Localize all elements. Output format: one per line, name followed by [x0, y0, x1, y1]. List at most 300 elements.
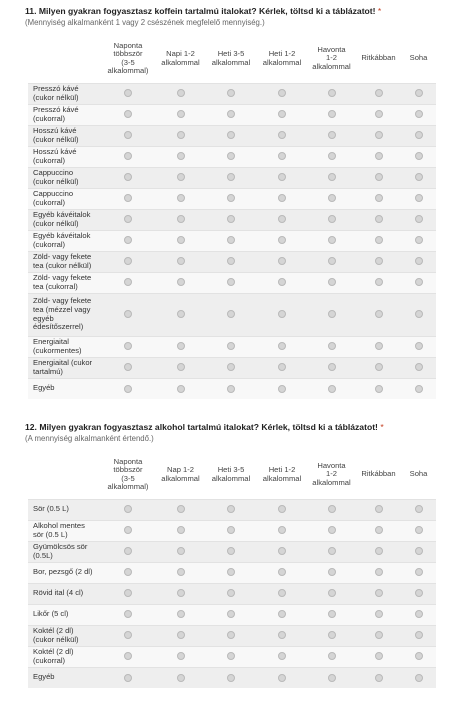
- radio-cell[interactable]: [156, 146, 205, 167]
- radio-cell[interactable]: [356, 520, 401, 541]
- radio-cell[interactable]: [100, 272, 156, 293]
- radio-cell[interactable]: [257, 251, 307, 272]
- radio-cell[interactable]: [356, 336, 401, 357]
- radio-cell[interactable]: [257, 104, 307, 125]
- radio-cell[interactable]: [257, 209, 307, 230]
- radio-button[interactable]: [328, 674, 336, 682]
- radio-cell[interactable]: [307, 646, 356, 667]
- radio-button[interactable]: [278, 89, 286, 97]
- radio-cell[interactable]: [100, 667, 156, 688]
- radio-button[interactable]: [227, 589, 235, 597]
- radio-button[interactable]: [278, 152, 286, 160]
- radio-button[interactable]: [124, 363, 132, 371]
- radio-cell[interactable]: [307, 667, 356, 688]
- radio-button[interactable]: [278, 547, 286, 555]
- radio-button[interactable]: [227, 173, 235, 181]
- radio-button[interactable]: [375, 589, 383, 597]
- radio-cell[interactable]: [401, 209, 436, 230]
- radio-cell[interactable]: [257, 230, 307, 251]
- radio-button[interactable]: [278, 674, 286, 682]
- radio-button[interactable]: [124, 526, 132, 534]
- radio-cell[interactable]: [205, 146, 257, 167]
- radio-cell[interactable]: [156, 357, 205, 378]
- radio-button[interactable]: [375, 505, 383, 513]
- radio-button[interactable]: [177, 236, 185, 244]
- radio-cell[interactable]: [307, 583, 356, 604]
- radio-cell[interactable]: [401, 251, 436, 272]
- radio-cell[interactable]: [307, 541, 356, 562]
- radio-button[interactable]: [227, 547, 235, 555]
- radio-cell[interactable]: [205, 230, 257, 251]
- radio-cell[interactable]: [100, 604, 156, 625]
- radio-button[interactable]: [375, 131, 383, 139]
- radio-button[interactable]: [227, 652, 235, 660]
- radio-cell[interactable]: [156, 604, 205, 625]
- radio-cell[interactable]: [356, 646, 401, 667]
- radio-cell[interactable]: [205, 646, 257, 667]
- radio-cell[interactable]: [156, 336, 205, 357]
- radio-cell[interactable]: [100, 167, 156, 188]
- radio-button[interactable]: [328, 385, 336, 393]
- radio-button[interactable]: [278, 257, 286, 265]
- radio-cell[interactable]: [205, 209, 257, 230]
- radio-cell[interactable]: [257, 625, 307, 646]
- radio-button[interactable]: [328, 278, 336, 286]
- radio-cell[interactable]: [401, 357, 436, 378]
- radio-button[interactable]: [124, 152, 132, 160]
- radio-button[interactable]: [278, 110, 286, 118]
- radio-cell[interactable]: [356, 378, 401, 399]
- radio-cell[interactable]: [156, 167, 205, 188]
- radio-button[interactable]: [415, 110, 423, 118]
- radio-cell[interactable]: [156, 209, 205, 230]
- radio-cell[interactable]: [401, 520, 436, 541]
- radio-button[interactable]: [328, 110, 336, 118]
- radio-button[interactable]: [278, 215, 286, 223]
- radio-button[interactable]: [177, 152, 185, 160]
- radio-button[interactable]: [375, 547, 383, 555]
- radio-cell[interactable]: [257, 125, 307, 146]
- radio-button[interactable]: [177, 89, 185, 97]
- radio-cell[interactable]: [257, 583, 307, 604]
- radio-cell[interactable]: [356, 541, 401, 562]
- radio-button[interactable]: [415, 257, 423, 265]
- radio-cell[interactable]: [257, 167, 307, 188]
- radio-button[interactable]: [227, 631, 235, 639]
- radio-button[interactable]: [278, 131, 286, 139]
- radio-button[interactable]: [328, 131, 336, 139]
- radio-cell[interactable]: [307, 336, 356, 357]
- radio-button[interactable]: [124, 652, 132, 660]
- radio-cell[interactable]: [100, 188, 156, 209]
- radio-cell[interactable]: [156, 251, 205, 272]
- radio-cell[interactable]: [100, 378, 156, 399]
- radio-cell[interactable]: [100, 357, 156, 378]
- radio-button[interactable]: [227, 568, 235, 576]
- radio-button[interactable]: [227, 385, 235, 393]
- radio-button[interactable]: [177, 310, 185, 318]
- radio-button[interactable]: [415, 526, 423, 534]
- radio-button[interactable]: [124, 631, 132, 639]
- radio-button[interactable]: [124, 89, 132, 97]
- radio-button[interactable]: [177, 278, 185, 286]
- radio-cell[interactable]: [257, 541, 307, 562]
- radio-button[interactable]: [177, 547, 185, 555]
- radio-cell[interactable]: [257, 357, 307, 378]
- radio-cell[interactable]: [257, 646, 307, 667]
- radio-cell[interactable]: [401, 293, 436, 336]
- radio-button[interactable]: [278, 236, 286, 244]
- radio-button[interactable]: [227, 526, 235, 534]
- radio-button[interactable]: [124, 194, 132, 202]
- radio-cell[interactable]: [205, 272, 257, 293]
- radio-button[interactable]: [278, 173, 286, 181]
- radio-cell[interactable]: [356, 146, 401, 167]
- radio-button[interactable]: [227, 257, 235, 265]
- radio-cell[interactable]: [401, 583, 436, 604]
- radio-button[interactable]: [375, 236, 383, 244]
- radio-cell[interactable]: [307, 167, 356, 188]
- radio-button[interactable]: [375, 610, 383, 618]
- radio-cell[interactable]: [307, 230, 356, 251]
- radio-cell[interactable]: [100, 125, 156, 146]
- radio-cell[interactable]: [356, 104, 401, 125]
- radio-button[interactable]: [227, 152, 235, 160]
- radio-cell[interactable]: [156, 520, 205, 541]
- radio-cell[interactable]: [100, 104, 156, 125]
- radio-button[interactable]: [177, 173, 185, 181]
- radio-cell[interactable]: [356, 562, 401, 583]
- radio-button[interactable]: [278, 505, 286, 513]
- radio-cell[interactable]: [205, 583, 257, 604]
- radio-cell[interactable]: [156, 562, 205, 583]
- radio-cell[interactable]: [307, 272, 356, 293]
- radio-cell[interactable]: [401, 125, 436, 146]
- radio-button[interactable]: [328, 342, 336, 350]
- radio-button[interactable]: [328, 610, 336, 618]
- radio-cell[interactable]: [156, 378, 205, 399]
- radio-cell[interactable]: [356, 251, 401, 272]
- radio-button[interactable]: [124, 215, 132, 223]
- radio-button[interactable]: [227, 310, 235, 318]
- radio-cell[interactable]: [205, 520, 257, 541]
- radio-cell[interactable]: [401, 146, 436, 167]
- radio-cell[interactable]: [401, 336, 436, 357]
- radio-button[interactable]: [124, 385, 132, 393]
- radio-cell[interactable]: [401, 562, 436, 583]
- radio-button[interactable]: [278, 589, 286, 597]
- radio-cell[interactable]: [100, 541, 156, 562]
- radio-cell[interactable]: [401, 83, 436, 104]
- radio-cell[interactable]: [205, 293, 257, 336]
- radio-button[interactable]: [124, 278, 132, 286]
- radio-cell[interactable]: [156, 293, 205, 336]
- radio-button[interactable]: [328, 505, 336, 513]
- radio-cell[interactable]: [156, 125, 205, 146]
- radio-cell[interactable]: [307, 104, 356, 125]
- radio-cell[interactable]: [205, 667, 257, 688]
- radio-cell[interactable]: [307, 499, 356, 520]
- radio-cell[interactable]: [100, 209, 156, 230]
- radio-cell[interactable]: [401, 541, 436, 562]
- radio-button[interactable]: [124, 674, 132, 682]
- radio-button[interactable]: [415, 278, 423, 286]
- radio-button[interactable]: [227, 110, 235, 118]
- radio-cell[interactable]: [257, 336, 307, 357]
- radio-cell[interactable]: [307, 562, 356, 583]
- radio-button[interactable]: [328, 631, 336, 639]
- radio-cell[interactable]: [156, 541, 205, 562]
- radio-cell[interactable]: [307, 251, 356, 272]
- radio-button[interactable]: [375, 526, 383, 534]
- radio-button[interactable]: [328, 215, 336, 223]
- radio-cell[interactable]: [257, 293, 307, 336]
- radio-button[interactable]: [177, 215, 185, 223]
- radio-cell[interactable]: [307, 604, 356, 625]
- radio-cell[interactable]: [205, 357, 257, 378]
- radio-cell[interactable]: [100, 583, 156, 604]
- radio-cell[interactable]: [257, 499, 307, 520]
- radio-button[interactable]: [227, 278, 235, 286]
- radio-button[interactable]: [124, 173, 132, 181]
- radio-button[interactable]: [177, 131, 185, 139]
- radio-button[interactable]: [415, 173, 423, 181]
- radio-cell[interactable]: [205, 336, 257, 357]
- radio-button[interactable]: [415, 152, 423, 160]
- radio-button[interactable]: [415, 547, 423, 555]
- radio-cell[interactable]: [100, 83, 156, 104]
- radio-cell[interactable]: [100, 230, 156, 251]
- radio-button[interactable]: [375, 215, 383, 223]
- radio-button[interactable]: [278, 363, 286, 371]
- radio-cell[interactable]: [156, 188, 205, 209]
- radio-button[interactable]: [278, 526, 286, 534]
- radio-cell[interactable]: [156, 104, 205, 125]
- radio-cell[interactable]: [307, 293, 356, 336]
- radio-button[interactable]: [124, 110, 132, 118]
- radio-button[interactable]: [415, 342, 423, 350]
- radio-button[interactable]: [415, 363, 423, 371]
- radio-button[interactable]: [227, 215, 235, 223]
- radio-cell[interactable]: [401, 104, 436, 125]
- radio-cell[interactable]: [100, 293, 156, 336]
- radio-cell[interactable]: [205, 83, 257, 104]
- radio-button[interactable]: [124, 257, 132, 265]
- radio-button[interactable]: [177, 342, 185, 350]
- radio-button[interactable]: [415, 131, 423, 139]
- radio-cell[interactable]: [356, 625, 401, 646]
- radio-cell[interactable]: [100, 336, 156, 357]
- radio-button[interactable]: [227, 505, 235, 513]
- radio-button[interactable]: [124, 342, 132, 350]
- radio-cell[interactable]: [356, 272, 401, 293]
- radio-cell[interactable]: [356, 167, 401, 188]
- radio-button[interactable]: [278, 610, 286, 618]
- radio-cell[interactable]: [307, 83, 356, 104]
- radio-button[interactable]: [375, 652, 383, 660]
- radio-cell[interactable]: [356, 604, 401, 625]
- radio-cell[interactable]: [156, 583, 205, 604]
- radio-button[interactable]: [415, 385, 423, 393]
- radio-cell[interactable]: [205, 378, 257, 399]
- radio-cell[interactable]: [156, 272, 205, 293]
- radio-cell[interactable]: [257, 146, 307, 167]
- radio-cell[interactable]: [307, 357, 356, 378]
- radio-button[interactable]: [227, 674, 235, 682]
- radio-button[interactable]: [177, 526, 185, 534]
- radio-cell[interactable]: [257, 667, 307, 688]
- radio-cell[interactable]: [205, 625, 257, 646]
- radio-button[interactable]: [124, 310, 132, 318]
- radio-button[interactable]: [375, 89, 383, 97]
- radio-cell[interactable]: [356, 230, 401, 251]
- radio-cell[interactable]: [356, 125, 401, 146]
- radio-button[interactable]: [227, 236, 235, 244]
- radio-cell[interactable]: [100, 520, 156, 541]
- radio-button[interactable]: [278, 385, 286, 393]
- radio-button[interactable]: [375, 110, 383, 118]
- radio-button[interactable]: [124, 547, 132, 555]
- radio-cell[interactable]: [257, 562, 307, 583]
- radio-button[interactable]: [328, 547, 336, 555]
- radio-cell[interactable]: [401, 625, 436, 646]
- radio-cell[interactable]: [257, 378, 307, 399]
- radio-cell[interactable]: [401, 188, 436, 209]
- radio-cell[interactable]: [401, 230, 436, 251]
- radio-cell[interactable]: [257, 272, 307, 293]
- radio-button[interactable]: [227, 131, 235, 139]
- radio-cell[interactable]: [257, 520, 307, 541]
- radio-button[interactable]: [278, 568, 286, 576]
- radio-cell[interactable]: [156, 499, 205, 520]
- radio-cell[interactable]: [307, 520, 356, 541]
- radio-button[interactable]: [177, 631, 185, 639]
- radio-button[interactable]: [177, 194, 185, 202]
- radio-cell[interactable]: [205, 104, 257, 125]
- radio-button[interactable]: [375, 631, 383, 639]
- radio-cell[interactable]: [100, 562, 156, 583]
- radio-button[interactable]: [328, 89, 336, 97]
- radio-cell[interactable]: [356, 583, 401, 604]
- radio-button[interactable]: [415, 568, 423, 576]
- radio-cell[interactable]: [257, 83, 307, 104]
- radio-cell[interactable]: [156, 646, 205, 667]
- radio-cell[interactable]: [205, 167, 257, 188]
- radio-button[interactable]: [177, 674, 185, 682]
- radio-cell[interactable]: [156, 667, 205, 688]
- radio-cell[interactable]: [307, 625, 356, 646]
- radio-button[interactable]: [415, 652, 423, 660]
- radio-cell[interactable]: [307, 146, 356, 167]
- radio-cell[interactable]: [100, 625, 156, 646]
- radio-button[interactable]: [124, 610, 132, 618]
- radio-button[interactable]: [415, 215, 423, 223]
- radio-button[interactable]: [227, 610, 235, 618]
- radio-cell[interactable]: [100, 646, 156, 667]
- radio-cell[interactable]: [356, 667, 401, 688]
- radio-cell[interactable]: [205, 604, 257, 625]
- radio-button[interactable]: [177, 110, 185, 118]
- radio-cell[interactable]: [100, 251, 156, 272]
- radio-cell[interactable]: [401, 646, 436, 667]
- radio-cell[interactable]: [205, 562, 257, 583]
- radio-button[interactable]: [415, 610, 423, 618]
- radio-button[interactable]: [415, 310, 423, 318]
- radio-cell[interactable]: [205, 541, 257, 562]
- radio-button[interactable]: [328, 310, 336, 318]
- radio-cell[interactable]: [356, 188, 401, 209]
- radio-button[interactable]: [415, 236, 423, 244]
- radio-button[interactable]: [177, 257, 185, 265]
- radio-button[interactable]: [375, 363, 383, 371]
- radio-button[interactable]: [328, 526, 336, 534]
- radio-cell[interactable]: [205, 188, 257, 209]
- radio-button[interactable]: [278, 310, 286, 318]
- radio-button[interactable]: [375, 152, 383, 160]
- radio-button[interactable]: [415, 631, 423, 639]
- radio-cell[interactable]: [401, 272, 436, 293]
- radio-button[interactable]: [124, 568, 132, 576]
- radio-button[interactable]: [227, 363, 235, 371]
- radio-button[interactable]: [278, 194, 286, 202]
- radio-cell[interactable]: [257, 604, 307, 625]
- radio-cell[interactable]: [356, 293, 401, 336]
- radio-button[interactable]: [415, 89, 423, 97]
- radio-cell[interactable]: [100, 146, 156, 167]
- radio-cell[interactable]: [307, 125, 356, 146]
- radio-button[interactable]: [328, 568, 336, 576]
- radio-cell[interactable]: [307, 209, 356, 230]
- radio-button[interactable]: [375, 568, 383, 576]
- radio-button[interactable]: [375, 310, 383, 318]
- radio-button[interactable]: [328, 257, 336, 265]
- radio-button[interactable]: [415, 674, 423, 682]
- radio-button[interactable]: [124, 589, 132, 597]
- radio-cell[interactable]: [356, 499, 401, 520]
- radio-button[interactable]: [177, 568, 185, 576]
- radio-button[interactable]: [375, 385, 383, 393]
- radio-cell[interactable]: [205, 499, 257, 520]
- radio-cell[interactable]: [100, 499, 156, 520]
- radio-button[interactable]: [124, 505, 132, 513]
- radio-button[interactable]: [278, 652, 286, 660]
- radio-button[interactable]: [328, 194, 336, 202]
- radio-button[interactable]: [415, 589, 423, 597]
- radio-button[interactable]: [328, 173, 336, 181]
- radio-cell[interactable]: [401, 604, 436, 625]
- radio-cell[interactable]: [156, 625, 205, 646]
- radio-cell[interactable]: [257, 188, 307, 209]
- radio-button[interactable]: [177, 363, 185, 371]
- radio-cell[interactable]: [307, 188, 356, 209]
- radio-button[interactable]: [227, 89, 235, 97]
- radio-button[interactable]: [375, 257, 383, 265]
- radio-cell[interactable]: [156, 83, 205, 104]
- radio-button[interactable]: [227, 342, 235, 350]
- radio-button[interactable]: [177, 652, 185, 660]
- radio-button[interactable]: [177, 589, 185, 597]
- radio-cell[interactable]: [401, 167, 436, 188]
- radio-button[interactable]: [415, 194, 423, 202]
- radio-button[interactable]: [375, 342, 383, 350]
- radio-button[interactable]: [177, 385, 185, 393]
- radio-button[interactable]: [177, 505, 185, 513]
- radio-button[interactable]: [328, 652, 336, 660]
- radio-cell[interactable]: [356, 209, 401, 230]
- radio-button[interactable]: [177, 610, 185, 618]
- radio-button[interactable]: [375, 674, 383, 682]
- radio-button[interactable]: [415, 505, 423, 513]
